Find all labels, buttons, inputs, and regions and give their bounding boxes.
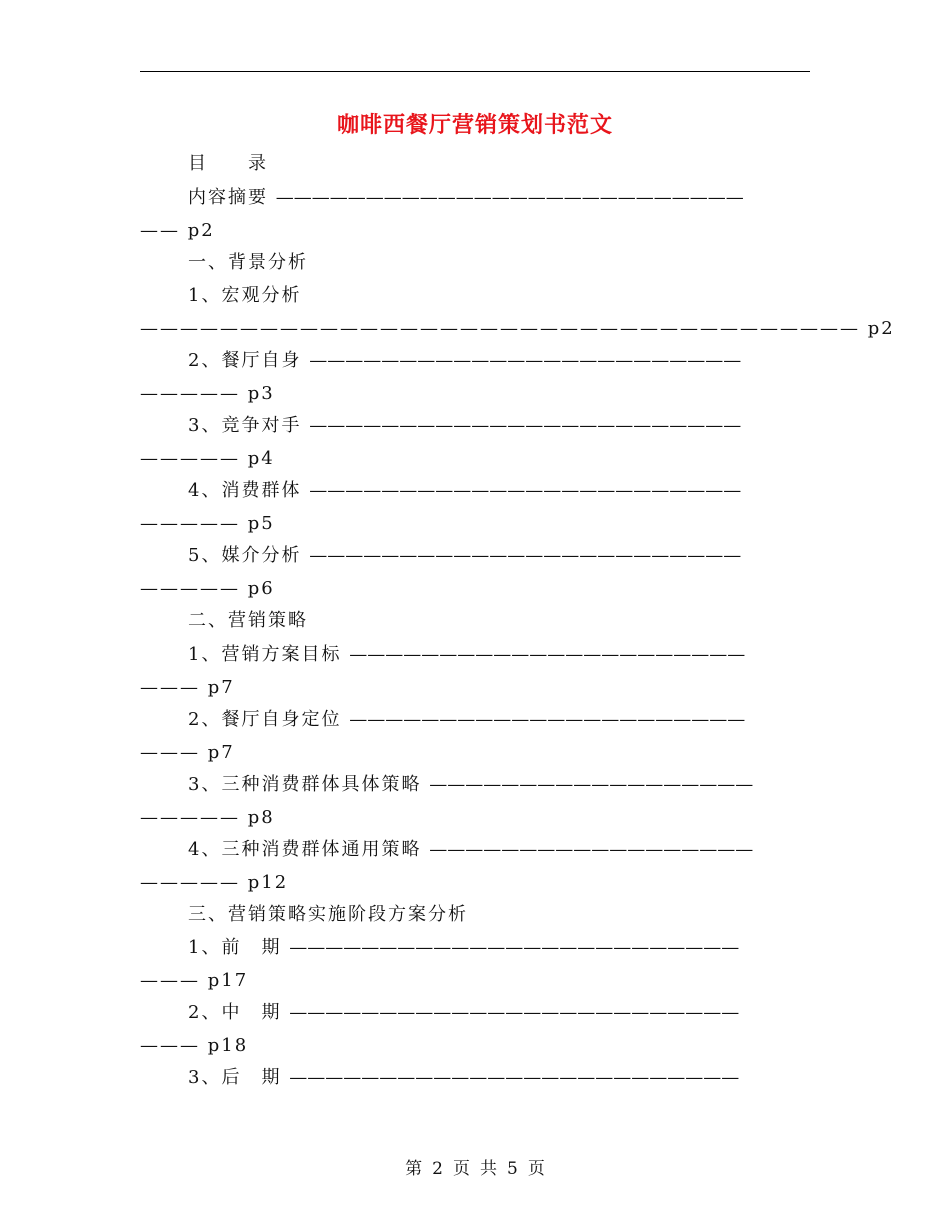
toc-entry-1-1-tail: ———————————————————————————————————— p2 (140, 318, 895, 339)
footer-page-label: 第 (405, 1159, 423, 1179)
toc-entry-2-1: 1、营销方案目标 —————————————————————— (188, 644, 746, 665)
toc-entry-summary: 内容摘要 —————————————————————————— (188, 187, 744, 208)
toc-entry-2-3: 3、三种消费群体具体策略 —————————————————— (188, 774, 754, 795)
footer-total-unit: 页 (527, 1159, 545, 1179)
toc-entry-1-3-tail: ————— p4 (140, 448, 275, 469)
toc-entry-1-4-tail: ————— p5 (140, 513, 275, 534)
toc-section-2: 二、营销策略 (188, 610, 308, 631)
toc-entry-2-4: 4、三种消费群体通用策略 —————————————————— (188, 839, 754, 860)
toc-entry-2-1-tail: ——— p7 (140, 677, 235, 698)
toc-entry-summary-tail: —— p2 (140, 220, 215, 241)
footer-page-number: 2 (432, 1159, 443, 1179)
toc-entry-1-2-tail: ————— p3 (140, 383, 275, 404)
toc-entry-1-1: 1、宏观分析 (188, 285, 302, 306)
toc-entry-1-2: 2、餐厅自身 ———————————————————————— (188, 350, 742, 371)
page-footer (0, 1154, 950, 1179)
toc-entry-1-3: 3、竞争对手 ———————————————————————— (188, 415, 742, 436)
toc-entry-2-2: 2、餐厅自身定位 —————————————————————— (188, 709, 746, 730)
header-rule (140, 71, 810, 72)
footer-total-label: 共 (480, 1159, 497, 1179)
footer-total-number: 5 (507, 1159, 518, 1179)
toc-entry-3-1-tail: ——— p17 (140, 970, 249, 991)
toc-entry-1-4: 4、消费群体 ———————————————————————— (188, 480, 742, 501)
toc-entry-1-5-tail: ————— p6 (140, 578, 275, 599)
toc-section-3: 三、营销策略实施阶段方案分析 (188, 904, 468, 925)
toc-entry-3-1: 1、前 期 ————————————————————————— (188, 937, 740, 958)
toc-entry-3-2-tail: ——— p18 (140, 1035, 249, 1056)
toc-entry-1-5: 5、媒介分析 ———————————————————————— (188, 545, 742, 566)
toc-entry-3-3: 3、后 期 ————————————————————————— (188, 1067, 740, 1088)
toc-heading: 目 录 (188, 153, 268, 174)
toc-entry-3-2: 2、中 期 ————————————————————————— (188, 1002, 740, 1023)
toc-entry-2-4-tail: ————— p12 (140, 872, 289, 893)
toc-entry-2-3-tail: ————— p8 (140, 807, 275, 828)
footer-page-unit: 页 (453, 1159, 470, 1179)
document-title: 咖啡西餐厅营销策划书范文 (336, 112, 613, 138)
toc-entry-2-2-tail: ——— p7 (140, 742, 235, 763)
toc-section-1: 一、背景分析 (188, 252, 308, 273)
